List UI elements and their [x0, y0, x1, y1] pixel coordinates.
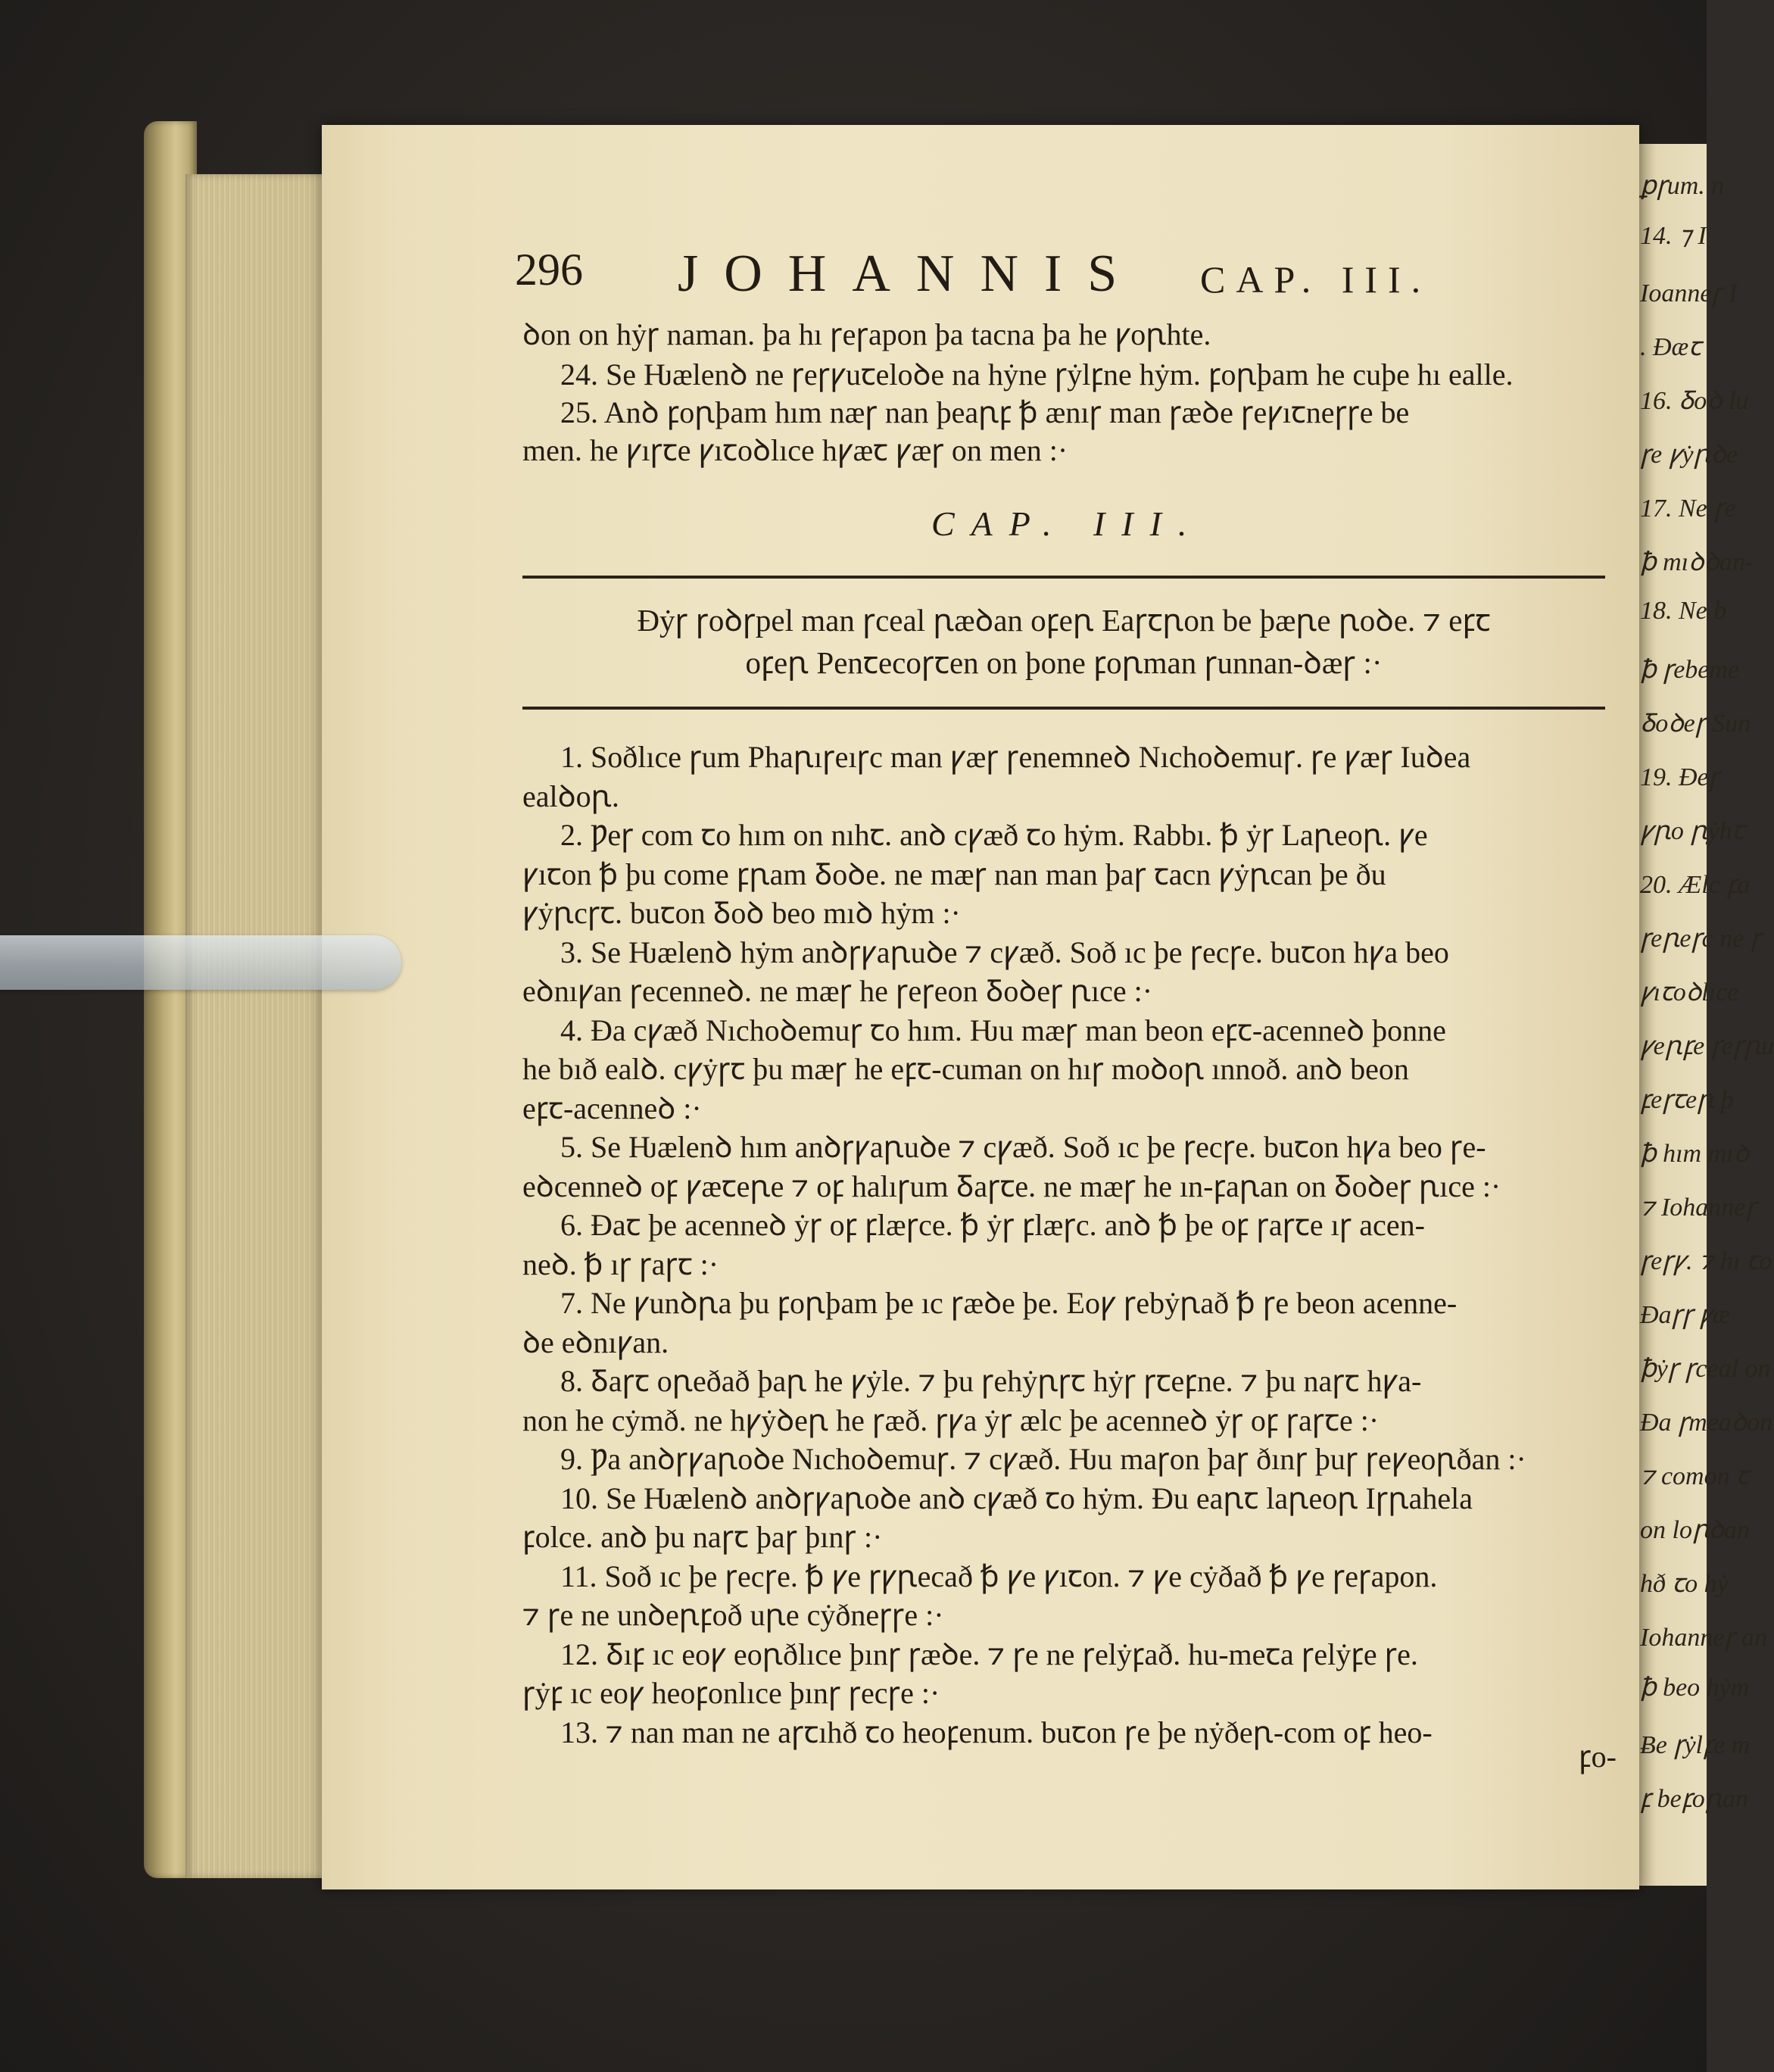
verse-continuation-line: he bıð ealꝺ. cꝩẏꞅꞇ þu mæꞅ he eꝼꞇ-cuman on hıꞅ moꝺoꞃ ınnoð. anꝺ beon: [522, 1052, 1409, 1086]
facing-page-text-fragment: ꝩꞃo ꞃẏhꞇ: [1640, 817, 1745, 845]
verse-line: 25. Anꝺ ꝼoꞃþam hım næꞅ nan þeaꞃꝼ ꝥ ænıꞅ man ꞅæꝺe ꞅeꝩıꞇneꞅꞅe be: [560, 395, 1410, 429]
verse-line: 6. Ðaꞇ þe acenneꝺ ẏꞅ oꝼ ꝼlæꞅce. ꝥ ẏꞅ ꝼlæꞅc. anꝺ ꝥ þe oꝼ ꞅaꞅꞇe ıꞅ acen-: [560, 1208, 1425, 1242]
verse-continuation-line: non he cẏmð. ne hꝩẏꝺeꞃ he ꞅæð. ꞅꝩa ẏꞅ ælc þe acenneꝺ ẏꞅ oꝼ ꞅaꞅꞇe :·: [522, 1403, 1380, 1437]
facing-page-text-fragment: ꝥ mıꝺꝺan-: [1640, 548, 1754, 576]
running-chapter: CAP. III.: [1200, 258, 1432, 301]
facing-page-text-fragment: ꝼeꞅꞇeꞃ þ: [1640, 1086, 1734, 1114]
facing-page-text-fragment: ꞅe ꝩẏꞃꝺe: [1640, 441, 1738, 469]
verse-continuation-line: ⁊ ꞅe ne unꝺeꞃꝼoð uꞃe cẏðneꞅꞅe :·: [522, 1598, 944, 1632]
facing-page-text-fragment: 14. ⁊ I: [1640, 222, 1707, 250]
verse-line: 11. Soð ıc þe ꞅecꞅe. ꝥ ꝩe ꞅꝩꞃecað ꝥ ꝩe ꝩıꞇon. ⁊ ꝩe cẏðað ꝥ ꝩe ꞅeꞅapon.: [560, 1559, 1438, 1593]
facing-page-text-fragment: ꝑꞅum. n: [1640, 172, 1725, 200]
chapter-summary-line: Ðẏꞅ ꞅoꝺꞅpel man ꞅceal ꞃæꝺan oꝼeꞃ Eaꞅꞇꞃon be þæꞃe ꞃoꝺe. ⁊ eꝼꞇ: [637, 603, 1491, 638]
verse-line: 24. Se Ƕælenꝺ ne ꞅeꞅꝩuꞇeloꝺe na hẏne ꞅẏlꝼne hẏm. ꝼoꞃþam he cuþe hı ealle.: [560, 357, 1514, 392]
verse-line: 10. Se Ƕælenꝺ anꝺꞅꝩaꞃoꝺe anꝺ cꝩæð ꞇo hẏm. Ðu eaꞃꞇ laꞃeoꞃ Iꞅꞃahela: [560, 1481, 1473, 1515]
verse-continuation-line: eꝺnıꝩan ꞅecenneꝺ. ne mæꞅ he ꞅeꞅeon Ᵹoꝺeꞅ ꞃıce :·: [522, 974, 1153, 1008]
verse-line: 12. Ᵹıꝼ ıc eoꝩ eoꞃðlıce þınꞅ ꞅæꝺe. ⁊ ꞅe ne ꞅelẏꝼað. hu-meꞇa ꞅelẏꝼe ꞅe.: [560, 1637, 1418, 1671]
facing-page-text-fragment: ꝩıꞇoꝺlıce: [1640, 978, 1739, 1006]
facing-page-text-fragment: Ƀe ꞅẏlꝼe m: [1640, 1731, 1751, 1759]
facing-page-text-fragment: ꝥ ꞅebeme: [1640, 656, 1740, 684]
chapter-heading: CAP. III.: [931, 504, 1204, 543]
facing-page-text-fragment: 17. Ne ꞅe: [1640, 495, 1736, 523]
facing-page-text-fragment: on loꞃꝺan: [1640, 1516, 1750, 1544]
facing-page-text-fragment: 19. Ðeꞅ: [1640, 763, 1719, 791]
verse-continuation-line: ꞅẏꝼ ıc eoꝩ heoꝼonlıce þınꞅ ꞅecꞅe :·: [522, 1676, 940, 1710]
divider-rule: [522, 576, 1605, 579]
verse-line: 7. Ne ꝩunꝺꞃa þu ꝼoꞃþam þe ıc ꞅæꝺe þe. Eoꝩ ꞅebẏꞃað ꝥ ꞅe beon acenne-: [560, 1286, 1458, 1320]
facing-page-text-fragment: 18. Ne b: [1640, 597, 1727, 625]
verse-line: 4. Ða cꝩæð Nıchoꝺemuꞅ ꞇo hım. Ƕu mæꞅ man beon eꝼꞇ-acenneꝺ þonne: [560, 1013, 1446, 1047]
verse-continuation-line: ꝺe eꝺnıꝩan.: [522, 1325, 669, 1359]
facing-page-text-fragment: Ðaꞅꞅ ꝩæ: [1640, 1301, 1730, 1329]
verse-line: 13. ⁊ nan man ne aꞅꞇıhð ꞇo heoꝼenum. buꞇon ꞅe þe nẏðeꞃ-com oꝼ heo-: [560, 1715, 1433, 1749]
facing-page-text-fragment: Ioanneꞅ I: [1640, 279, 1738, 307]
verse-line: 8. Ᵹaꞅꞇ oꞃeðað þaꞃ he ꝩẏle. ⁊ þu ꞅehẏꞃꞅꞇ hẏꞅ ꞅꞇeꝼne. ⁊ þu naꞅꞇ hꝩa-: [560, 1364, 1422, 1398]
transparent-page-holder: [0, 935, 401, 990]
verse-continuation-line: eꝼꞇ-acenneꝺ :·: [522, 1091, 702, 1125]
facing-page-text-fragment: ꝥ beo hẏm: [1640, 1674, 1750, 1702]
facing-page-fragment: [1635, 144, 1774, 1886]
verse-line: 1. Soðlıce ꞅum Phaꞃıꞅeıꞅc man ꝩæꞅ ꞅenemneꝺ Nıchoꝺemuꞅ. ꞅe ꝩæꞅ Iuꝺea: [560, 740, 1471, 774]
facing-page-text-fragment: Ða ꞅmeaꝺon: [1640, 1409, 1773, 1437]
facing-page-text-fragment: 16. Ᵹoꝺ lu: [1640, 387, 1749, 415]
facing-page-text-fragment: Ᵹoꝺeꞅ Sun: [1640, 710, 1751, 738]
facing-page-text-fragment: ꝩeꞃꝼe ꞅeꞅꞃu: [1640, 1032, 1774, 1060]
verse-line: 5. Se Ƕælenꝺ hım anꝺꞅꝩaꞃuꝺe ⁊ cꝩæð. Soð ıc þe ꞅecꞅe. buꞇon hꝩa beo ꞅe-: [560, 1130, 1486, 1164]
page-number: 296: [515, 245, 583, 295]
page-edges: [186, 174, 326, 1878]
facing-page-text-fragment: ꝼ beꝼoꞃan: [1640, 1785, 1748, 1813]
facing-page-text-fragment: ꝥẏꞅ ꞅceal on: [1640, 1355, 1771, 1383]
facing-page-text-fragment: ⁊ comon ꞇ: [1640, 1462, 1749, 1490]
facing-page-text-fragment: 20. Ælc ꝼa: [1640, 871, 1751, 899]
chapter-summary-line: oꝼeꞃ Penꞇecoꞅꞇen on þone ꝼoꞃman ꞅunnan-ꝺæꞅ :·: [745, 645, 1383, 680]
verse-line: 9. Ƿa anꝺꞅꝩaꞃoꝺe Nıchoꝺemuꞅ. ⁊ cꝩæð. Ƕu maꞅon þaꞅ ðınꞅ þuꞅ ꞅeꝩeoꞃðan :·: [560, 1442, 1526, 1476]
catchword: ꝼo-: [1579, 1740, 1617, 1774]
verse-continuation-line: ꝩẏꞃcꞅꞇ. buꞇon Ᵹoꝺ beo mıꝺ hẏm :·: [522, 896, 961, 930]
verse-line: 3. Se Ƕælenꝺ hẏm anꝺꞅꝩaꞃuꝺe ⁊ cꝩæð. Soð ıc þe ꞅecꞅe. buꞇon hꝩa beo: [560, 935, 1449, 969]
facing-page-text-fragment: . Ðæꞇ: [1640, 333, 1701, 361]
facing-page-text-fragment: ꝥ hım mıꝺ: [1640, 1140, 1749, 1168]
verse-continuation-line: ꝼolce. anꝺ þu naꞅꞇ þaꞅ þınꞅ :·: [522, 1520, 883, 1554]
verse-continuation-line: ealꝺoꞃ.: [522, 779, 619, 813]
divider-rule: [522, 707, 1605, 710]
verse-line: 2. Ƿeꞅ com ꞇo hım on nıhꞇ. anꝺ cꝩæð ꞇo hẏm. Rabbı. ꝥ ẏꞅ Laꞃeoꞃ. ꝩe: [560, 818, 1428, 852]
text-line: men. he ꝩıꞅꞇe ꝩıꞇoꝺlıce hꝩæꞇ ꝩæꞅ on men :·: [522, 433, 1068, 467]
facing-page-text-fragment: ꞅeꞅꝩ. ⁊ hı ꞇo: [1640, 1247, 1772, 1275]
text-line: ꝺon on hẏꞅ naman. þa hı ꞅeꞅapon þa tacna þa he ꝩoꞃhte.: [522, 317, 1211, 351]
verse-continuation-line: eꝺcenneꝺ oꝼ ꝩæꞇeꞃe ⁊ oꝼ halıꞅum Ᵹaꞅꞇe. ne mæꞅ he ın-ꝼaꞃan on Ᵹoꝺeꞅ ꞃıce :·: [522, 1169, 1501, 1203]
running-title: JOHANNIS: [678, 245, 1143, 303]
verse-continuation-line: ꝩıꞇon ꝥ þu come ꝼꞃam Ᵹoꝺe. ne mæꞅ nan man þaꞅ ꞇacn ꝩẏꞃcan þe ðu: [522, 857, 1386, 891]
facing-page-text-fragment: ꞅeꞃeꞅc ne ꞅ: [1640, 925, 1761, 953]
verse-continuation-line: neꝺ. ꝥ ıꞅ ꞅaꞅꞇ :·: [522, 1247, 719, 1281]
facing-page-text-fragment: Iohanneꞅ an: [1640, 1624, 1768, 1652]
facing-page-text-fragment: ⁊ Iohanneꞅ: [1640, 1194, 1757, 1222]
facing-page-text-fragment: hð ꞇo hẏ: [1640, 1570, 1729, 1598]
